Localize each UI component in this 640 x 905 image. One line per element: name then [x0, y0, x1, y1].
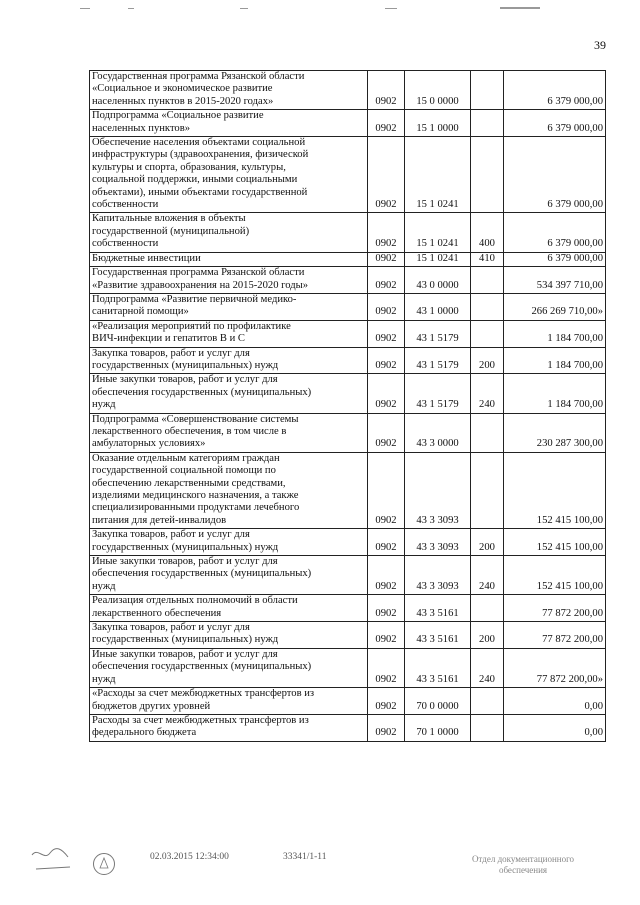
- expense-type-code: [471, 320, 504, 347]
- amount: 534 397 710,00: [504, 267, 606, 294]
- row-description: Закупка товаров, работ и услуг для государственных (муниципальных) нужд: [90, 347, 368, 374]
- amount: 6 379 000,00: [504, 71, 606, 110]
- expense-type-code: [471, 714, 504, 741]
- amount: 0,00: [504, 714, 606, 741]
- target-article-code: 43 3 3093: [405, 452, 471, 528]
- expense-type-code: [471, 413, 504, 452]
- expense-type-code: [471, 293, 504, 320]
- section-code: 0902: [368, 595, 405, 622]
- target-article-code: 43 3 5161: [405, 648, 471, 687]
- section-code: 0902: [368, 252, 405, 266]
- expense-type-code: 400: [471, 213, 504, 252]
- section-code: 0902: [368, 556, 405, 595]
- table-row: [90, 320, 606, 347]
- table-row: [90, 252, 606, 266]
- table-row: [90, 452, 606, 528]
- table-row: [90, 110, 606, 137]
- section-code: 0902: [368, 413, 405, 452]
- section-code: 0902: [368, 267, 405, 294]
- table-row: [90, 213, 606, 252]
- amount: 6 379 000,00: [504, 110, 606, 137]
- expense-type-code: 200: [471, 529, 504, 556]
- row-description: Иные закупки товаров, работ и услуг для обеспечения государственных (муниципальных) нужд: [90, 648, 368, 687]
- target-article-code: 43 3 5161: [405, 622, 471, 649]
- target-article-code: 15 1 0241: [405, 213, 471, 252]
- row-description: «Расходы за счет межбюджетных трансфертов из бюджетов других уровней: [90, 688, 368, 715]
- expense-type-code: [471, 452, 504, 528]
- expense-type-code: [471, 137, 504, 213]
- table-row: [90, 595, 606, 622]
- section-code: 0902: [368, 622, 405, 649]
- table-row: [90, 714, 606, 741]
- table-row: [90, 347, 606, 374]
- expense-type-code: 200: [471, 622, 504, 649]
- amount: 266 269 710,00»: [504, 293, 606, 320]
- amount: 152 415 100,00: [504, 452, 606, 528]
- expense-type-code: [471, 595, 504, 622]
- section-code: 0902: [368, 529, 405, 556]
- amount: 230 287 300,00: [504, 413, 606, 452]
- table-row: [90, 556, 606, 595]
- target-article-code: 15 1 0241: [405, 137, 471, 213]
- row-description: Подпрограмма «Развитие первичной медико- санитарной помощи»: [90, 293, 368, 320]
- table-row: [90, 648, 606, 687]
- section-code: 0902: [368, 320, 405, 347]
- row-description: Иные закупки товаров, работ и услуг для обеспечения государственных (муниципальных) нужд: [90, 556, 368, 595]
- row-description: Иные закупки товаров, работ и услуг для обеспечения государственных (муниципальных) нужд: [90, 374, 368, 413]
- target-article-code: 43 1 5179: [405, 374, 471, 413]
- section-code: 0902: [368, 452, 405, 528]
- amount: 1 184 700,00: [504, 320, 606, 347]
- amount: 6 379 000,00: [504, 213, 606, 252]
- section-code: 0902: [368, 137, 405, 213]
- target-article-code: 43 3 0000: [405, 413, 471, 452]
- section-code: 0902: [368, 688, 405, 715]
- handwritten-mark: [30, 845, 80, 875]
- budget-table-body: [90, 71, 606, 742]
- expense-type-code: 240: [471, 648, 504, 687]
- row-description: Расходы за счет межбюджетных трансфертов из федерального бюджета: [90, 714, 368, 741]
- print-timestamp: 02.03.2015 12:34:00: [150, 852, 229, 862]
- amount: 0,00: [504, 688, 606, 715]
- section-code: 0902: [368, 374, 405, 413]
- target-article-code: 43 3 3093: [405, 529, 471, 556]
- row-description: Подпрограмма «Совершенствование системы лекарственного обеспечения, в том числе в амбулаторных условиях»: [90, 413, 368, 452]
- section-code: 0902: [368, 714, 405, 741]
- row-description: Государственная программа Рязанской области «Социальное и экономическое развитие населенных пунктов в 2015-2020 годах»: [90, 71, 368, 110]
- expense-type-code: [471, 267, 504, 294]
- target-article-code: 43 1 5179: [405, 347, 471, 374]
- row-description: «Реализация мероприятий по профилактике ВИЧ-инфекции и гепатитов В и С: [90, 320, 368, 347]
- amount: 6 379 000,00: [504, 252, 606, 266]
- amount: 77 872 200,00: [504, 595, 606, 622]
- table-row: [90, 622, 606, 649]
- row-description: Подпрограмма «Социальное развитие населенных пунктов»: [90, 110, 368, 137]
- row-description: Государственная программа Рязанской области «Развитие здравоохранения на 2015-2020 годы»: [90, 267, 368, 294]
- target-article-code: 70 0 0000: [405, 688, 471, 715]
- expense-type-code: [471, 110, 504, 137]
- target-article-code: 43 3 3093: [405, 556, 471, 595]
- table-row: [90, 267, 606, 294]
- target-article-code: 15 1 0241: [405, 252, 471, 266]
- section-code: 0902: [368, 347, 405, 374]
- row-description: Капитальные вложения в объекты государственной (муниципальной) собственности: [90, 213, 368, 252]
- table-row: [90, 374, 606, 413]
- target-article-code: 43 0 0000: [405, 267, 471, 294]
- row-description: Реализация отдельных полномочий в области лекарственного обеспечения: [90, 595, 368, 622]
- row-description: Бюджетные инвестиции: [90, 252, 368, 266]
- section-code: 0902: [368, 293, 405, 320]
- amount: 152 415 100,00: [504, 556, 606, 595]
- table-row: [90, 71, 606, 110]
- table-row: [90, 137, 606, 213]
- section-code: 0902: [368, 648, 405, 687]
- row-description: Оказание отдельным категориям граждан государственной социальной помощи по обеспечению лекарственными средствами, изделиями медицинского назначения, а также специализированными продуктами лечебного питания для детей-инвалидов: [90, 452, 368, 528]
- target-article-code: 43 1 0000: [405, 293, 471, 320]
- expense-type-code: 410: [471, 252, 504, 266]
- row-description: Обеспечение населения объектами социальной инфраструктуры (здравоохранения, физической культуры и спорта, образования, культуры, социальной поддержки, иными социальными объектами), иными объектами государственной собственности: [90, 137, 368, 213]
- table-row: [90, 413, 606, 452]
- amount: 1 184 700,00: [504, 347, 606, 374]
- target-article-code: 43 3 5161: [405, 595, 471, 622]
- table-row: [90, 688, 606, 715]
- table-row: [90, 529, 606, 556]
- budget-table: [89, 70, 606, 742]
- amount: 77 872 200,00»: [504, 648, 606, 687]
- department-stamp: Отдел документационного обеспечения: [471, 854, 575, 875]
- expense-type-code: 240: [471, 556, 504, 595]
- target-article-code: 15 0 0000: [405, 71, 471, 110]
- row-description: Закупка товаров, работ и услуг для государственных (муниципальных) нужд: [90, 529, 368, 556]
- seal-icon: [92, 852, 116, 876]
- target-article-code: 15 1 0000: [405, 110, 471, 137]
- expense-type-code: 200: [471, 347, 504, 374]
- section-code: 0902: [368, 71, 405, 110]
- amount: 6 379 000,00: [504, 137, 606, 213]
- target-article-code: 43 1 5179: [405, 320, 471, 347]
- row-description: Закупка товаров, работ и услуг для государственных (муниципальных) нужд: [90, 622, 368, 649]
- amount: 152 415 100,00: [504, 529, 606, 556]
- section-code: 0902: [368, 213, 405, 252]
- scan-artifact-marks: [80, 6, 550, 12]
- page-number: 39: [594, 38, 606, 52]
- amount: 1 184 700,00: [504, 374, 606, 413]
- expense-type-code: [471, 71, 504, 110]
- section-code: 0902: [368, 110, 405, 137]
- document-number: 33341/1-11: [283, 852, 327, 862]
- expense-type-code: 240: [471, 374, 504, 413]
- amount: 77 872 200,00: [504, 622, 606, 649]
- expense-type-code: [471, 688, 504, 715]
- target-article-code: 70 1 0000: [405, 714, 471, 741]
- table-row: [90, 293, 606, 320]
